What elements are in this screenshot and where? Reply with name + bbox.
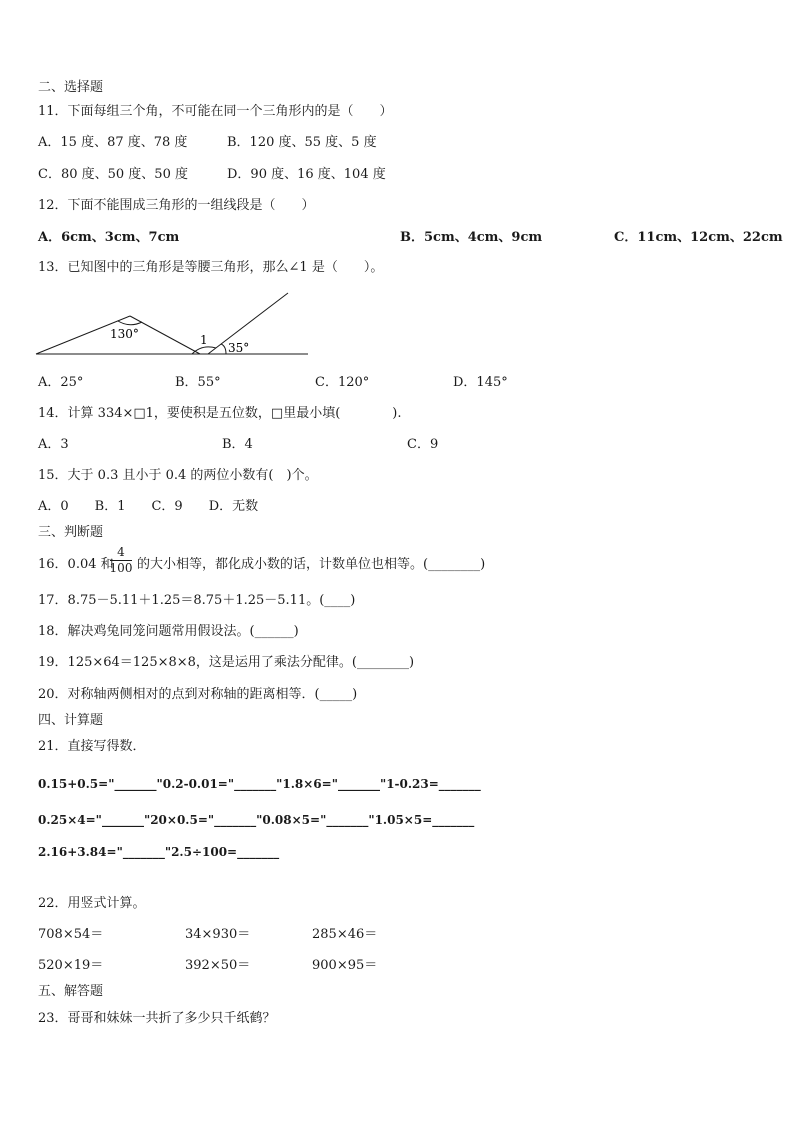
q16-prefix: 16．0.04 和	[38, 557, 114, 572]
q16-fraction-denominator: 100	[109, 561, 133, 575]
question-13-stem: 13．已知图中的三角形是等腰三角形，那么∠1 是（ ）。	[38, 260, 384, 275]
section-heading-judgement: 三、判断题	[38, 525, 104, 540]
q13-option-a: A．25°	[38, 375, 84, 390]
q13-label-130: 130°	[110, 327, 139, 341]
q11-option-d: D．90 度、16 度、104 度	[227, 167, 386, 182]
question-22-stem: 22．用竖式计算。	[38, 896, 146, 911]
q21-row-1: 0.15+0.5="_______"0.2-0.01="_______"1.8×6="_______"1-0.23=_______	[38, 777, 481, 791]
q13-label-1: 1	[200, 333, 208, 347]
q13-option-c: C．120°	[315, 375, 370, 390]
question-23: 23．哥哥和妹妹一共折了多少只千纸鹤？	[38, 1011, 276, 1026]
q13-top-angle-arc	[118, 321, 142, 325]
q21-row-2: 0.25×4="_______"20×0.5="_______"0.08×5="_______"1.05×5=_______	[38, 813, 475, 827]
section-heading-calculation: 四、计算题	[38, 713, 104, 728]
q11-option-c: C．80 度、50 度、50 度	[38, 167, 188, 182]
q13-option-b: B．55°	[175, 375, 221, 390]
q22-item-4: 520×19＝	[38, 958, 104, 973]
q22-item-3: 285×46＝	[312, 927, 378, 942]
q13-label-35: 35°	[228, 341, 250, 355]
q12-option-c: C．11cm、12cm、22cm	[614, 230, 783, 245]
question-11-stem: 11．下面每组三个角，不可能在同一个三角形内的是（ ）	[38, 104, 393, 119]
q14-option-c: C．9	[407, 437, 439, 452]
q12-option-a: A．6cm、3cm、7cm	[38, 230, 180, 245]
q13-triangle-right-side	[130, 316, 200, 354]
question-20: 20．对称轴两侧相对的点到对称轴的距离相等．(_____)	[38, 687, 358, 702]
q16-suffix: 的大小相等，都化成小数的话，计数单位也相等。(________)	[137, 557, 486, 572]
q11-option-b: B．120 度、55 度、5 度	[227, 135, 377, 150]
q15-options: A．0 B．1 C．9 D．无数	[38, 499, 259, 514]
q13-triangle-figure	[30, 288, 320, 360]
q12-option-b: B．5cm、4cm、9cm	[400, 230, 543, 245]
q22-item-2: 34×930＝	[185, 927, 251, 942]
q22-item-5: 392×50＝	[185, 958, 251, 973]
section-heading-solution: 五、解答题	[38, 984, 104, 999]
q14-option-a: A．3	[38, 437, 69, 452]
q16-fraction-numerator: 4	[117, 545, 125, 559]
section-heading-choice: 二、选择题	[38, 80, 104, 95]
q13-option-d: D．145°	[453, 375, 508, 390]
question-12-stem: 12．下面不能围成三角形的一组线段是（ ）	[38, 198, 315, 213]
question-17: 17．8.75－5.11＋1.25＝8.75＋1.25－5.11。(____)	[38, 593, 356, 608]
question-15-stem: 15．大于 0.3 且小于 0.4 的两位小数有( )个。	[38, 468, 318, 483]
q14-option-b: B．4	[222, 437, 253, 452]
q22-item-1: 708×54＝	[38, 927, 104, 942]
q22-item-6: 900×95＝	[312, 958, 378, 973]
q21-row-3: 2.16+3.84="_______"2.5÷100=_______	[38, 845, 280, 859]
q13-right-angle-arc	[221, 344, 226, 354]
question-21-stem: 21．直接写得数．	[38, 739, 146, 754]
q11-option-a: A．15 度、87 度、78 度	[38, 135, 188, 150]
question-19: 19．125×64＝125×8×8，这是运用了乘法分配律。(________)	[38, 655, 415, 670]
q16-fraction	[108, 546, 134, 575]
question-14-stem: 14．计算 334×□1，要使积是五位数，□里最小填( ).	[38, 406, 402, 421]
question-18: 18．解决鸡兔同笼问题常用假设法。(______)	[38, 624, 299, 639]
